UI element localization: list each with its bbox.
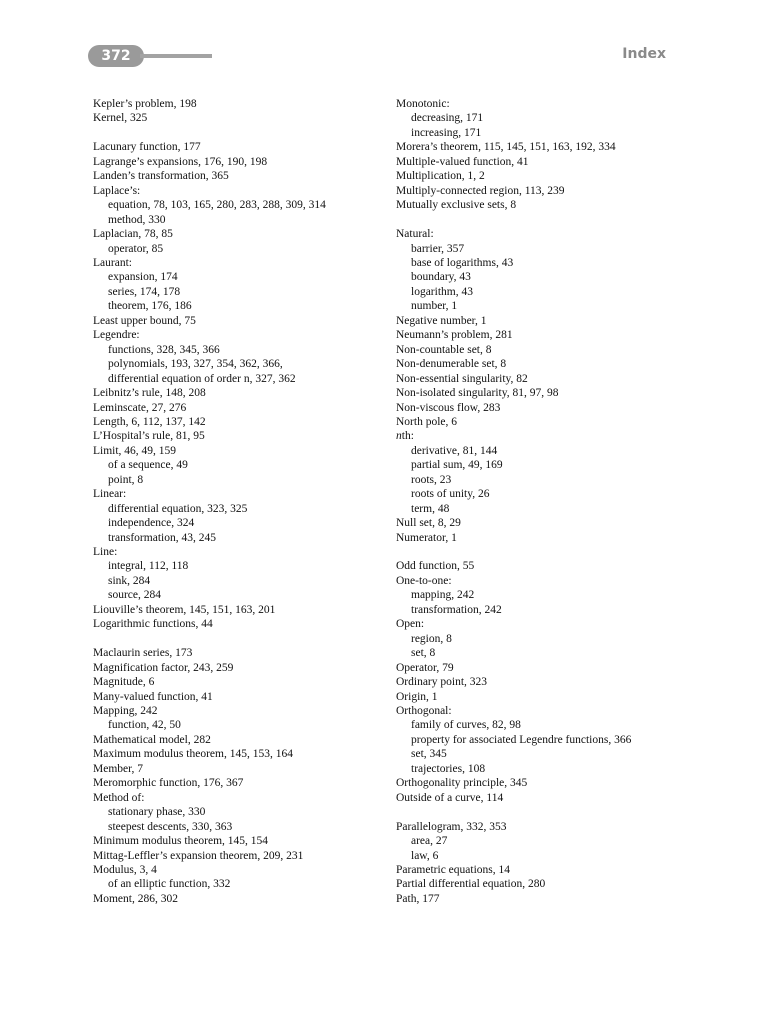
index-subentry: set, 345 <box>411 748 447 761</box>
index-entry: Laplace’s: <box>93 184 141 197</box>
index-subentry: law, 6 <box>411 849 439 862</box>
index-subentry: logarithm, 43 <box>411 285 473 298</box>
index-group-gap <box>93 632 393 646</box>
index-subentry: source, 284 <box>108 589 162 602</box>
index-entry: Kepler’s problem, 198 <box>93 98 197 110</box>
index-entry: Negative number, 1 <box>396 314 487 327</box>
index-entry: Parallelogram, 332, 353 <box>396 820 507 833</box>
index-entry: Legendre: <box>93 329 140 342</box>
index-entry: Non-countable set, 8 <box>396 343 492 356</box>
index-entry: Line: <box>93 546 118 559</box>
index-entry: Null set, 8, 29 <box>396 517 461 530</box>
index-subentry: derivative, 81, 144 <box>411 444 498 457</box>
index-subentry: sink, 284 <box>108 574 151 587</box>
index-group-gap <box>396 213 696 227</box>
index-entry: Leminscate, 27, 276 <box>93 401 187 414</box>
index-entry: Magnification factor, 243, 259 <box>93 661 234 674</box>
index-entry: Partial differential equation, 280 <box>396 878 546 891</box>
index-entry: One-to-one: <box>396 574 452 587</box>
index-entry: Modulus, 3, 4 <box>93 863 157 876</box>
index-entry: Liouville’s theorem, 145, 151, 163, 201 <box>93 603 276 616</box>
index-entry: Meromorphic function, 176, 367 <box>93 777 244 790</box>
index-subentry: independence, 324 <box>108 517 195 530</box>
index-group-gap <box>396 805 696 819</box>
index-subentry: stationary phase, 330 <box>108 806 206 819</box>
index-entry: Outside of a curve, 114 <box>396 791 504 804</box>
index-subentry: family of curves, 82, 98 <box>411 719 521 732</box>
index-entry: Orthogonal: <box>396 705 452 717</box>
index-subentry: base of logarithms, 43 <box>411 256 514 269</box>
index-entry: Path, 177 <box>396 892 440 905</box>
index-column-left <box>93 97 393 906</box>
index-entry: Multiply-connected region, 113, 239 <box>396 184 565 197</box>
index-subentry: region, 8 <box>411 632 452 645</box>
index-entry: Operator, 79 <box>396 661 454 674</box>
index-column-right <box>396 97 696 906</box>
index-entry: Non-isolated singularity, 81, 97, 98 <box>396 387 559 400</box>
index-subentry: trajectories, 108 <box>411 762 486 775</box>
header-rule <box>140 54 212 58</box>
index-subentry: number, 1 <box>411 300 458 313</box>
index-subentry: differential equation, 323, 325 <box>108 502 248 515</box>
index-entry: L’Hospital’s rule, 81, 95 <box>93 430 205 443</box>
index-entry: Non-denumerable set, 8 <box>396 358 507 371</box>
index-entry: Monotonic: <box>396 98 450 110</box>
index-entry: nth: <box>396 430 414 443</box>
index-entry: Method of: <box>93 791 145 804</box>
index-subentry: partial sum, 49, 169 <box>411 459 503 472</box>
index-subentry: roots, 23 <box>411 473 452 486</box>
index-subentry: functions, 328, 345, 366 <box>108 343 220 356</box>
index-subentry: property for associated Legendre functions, 366 <box>411 733 632 746</box>
index-subentry: barrier, 357 <box>411 242 465 255</box>
index-entry: Least upper bound, 75 <box>93 314 196 327</box>
index-subentry: decreasing, 171 <box>411 112 484 125</box>
index-entry: Non-viscous flow, 283 <box>396 401 501 414</box>
index-entry: Laplacian, 78, 85 <box>93 228 173 241</box>
index-subentry: of a sequence, 49 <box>108 459 188 472</box>
index-subentry: boundary, 43 <box>411 271 471 284</box>
index-entry: Mathematical model, 282 <box>93 733 211 746</box>
index-subentry: polynomials, 193, 327, 354, 362, 366, <box>108 358 283 371</box>
index-entry: Linear: <box>93 488 127 501</box>
index-entry: Maclaurin series, 173 <box>93 647 193 660</box>
index-subentry: integral, 112, 118 <box>108 560 189 573</box>
index-entry: Multiplication, 1, 2 <box>396 170 485 183</box>
index-entry: North pole, 6 <box>396 415 458 428</box>
index-subentry: mapping, 242 <box>411 589 475 602</box>
index-subentry: equation, 78, 103, 165, 280, 283, 288, 309, 314 <box>108 199 326 212</box>
index-entry: Mapping, 242 <box>93 705 158 717</box>
index-entry: Open: <box>396 618 425 631</box>
index-entry: Numerator, 1 <box>396 531 457 544</box>
index-entry: Moment, 286, 302 <box>93 892 178 905</box>
index-subentry: operator, 85 <box>108 242 164 255</box>
page-number-badge <box>88 45 144 67</box>
index-entry: Laurant: <box>93 256 132 269</box>
index-entry: Non-essential singularity, 82 <box>396 372 528 385</box>
index-entry: Mittag-Leffler’s expansion theorem, 209, 231 <box>93 849 304 862</box>
index-subentry: set, 8 <box>411 647 436 660</box>
index-subentry: theorem, 176, 186 <box>108 300 192 313</box>
index-entry: Morera’s theorem, 115, 145, 151, 163, 192, 334 <box>396 141 616 154</box>
index-group-gap <box>93 126 393 140</box>
index-group-gap <box>396 545 696 559</box>
index-entry: Leibnitz’s rule, 148, 208 <box>93 387 206 400</box>
index-entry: Odd function, 55 <box>396 560 475 573</box>
index-entry: Neumann’s problem, 281 <box>396 329 513 342</box>
index-entry: Ordinary point, 323 <box>396 676 488 689</box>
index-entry: Mutually exclusive sets, 8 <box>396 199 517 212</box>
index-subentry: steepest descents, 330, 363 <box>108 820 233 833</box>
page-number: 372 <box>101 48 131 64</box>
index-entry: Magnitude, 6 <box>93 676 155 689</box>
index-subentry: function, 42, 50 <box>108 719 181 732</box>
index-entry: Limit, 46, 49, 159 <box>93 444 177 457</box>
index-subentry: expansion, 174 <box>108 271 178 284</box>
index-subentry: method, 330 <box>108 213 166 226</box>
index-entry: Multiple-valued function, 41 <box>396 155 529 168</box>
index-entry: Lagrange’s expansions, 176, 190, 198 <box>93 155 268 168</box>
index-entry: Origin, 1 <box>396 690 438 703</box>
index-entry: Orthogonality principle, 345 <box>396 777 528 790</box>
index-subentry: differential equation of order n, 327, 362 <box>108 372 296 385</box>
index-subentry: increasing, 171 <box>411 126 482 139</box>
index-entry: Lacunary function, 177 <box>93 141 201 154</box>
index-entry: Kernel, 325 <box>93 112 148 125</box>
index-entry: Minimum modulus theorem, 145, 154 <box>93 835 269 848</box>
index-entry: Logarithmic functions, 44 <box>93 618 213 631</box>
index-subentry: transformation, 242 <box>411 603 502 616</box>
index-subentry: roots of unity, 26 <box>411 488 490 501</box>
index-subentry: point, 8 <box>108 473 144 486</box>
index-entry: Member, 7 <box>93 762 143 775</box>
index-subentry: of an elliptic function, 332 <box>108 878 231 891</box>
index-entry: Length, 6, 112, 137, 142 <box>93 415 206 428</box>
index-entry: Many-valued function, 41 <box>93 690 213 703</box>
index-subentry: term, 48 <box>411 502 450 515</box>
index-entry: Natural: <box>396 228 434 241</box>
index-subentry: area, 27 <box>411 835 448 848</box>
index-subentry: transformation, 43, 245 <box>108 531 216 544</box>
index-subentry: series, 174, 178 <box>108 285 181 298</box>
index-entry: Parametric equations, 14 <box>396 863 511 876</box>
index-entry: Landen’s transformation, 365 <box>93 170 229 183</box>
index-entry: Maximum modulus theorem, 145, 153, 164 <box>93 748 293 761</box>
running-header-title: Index <box>622 46 666 62</box>
